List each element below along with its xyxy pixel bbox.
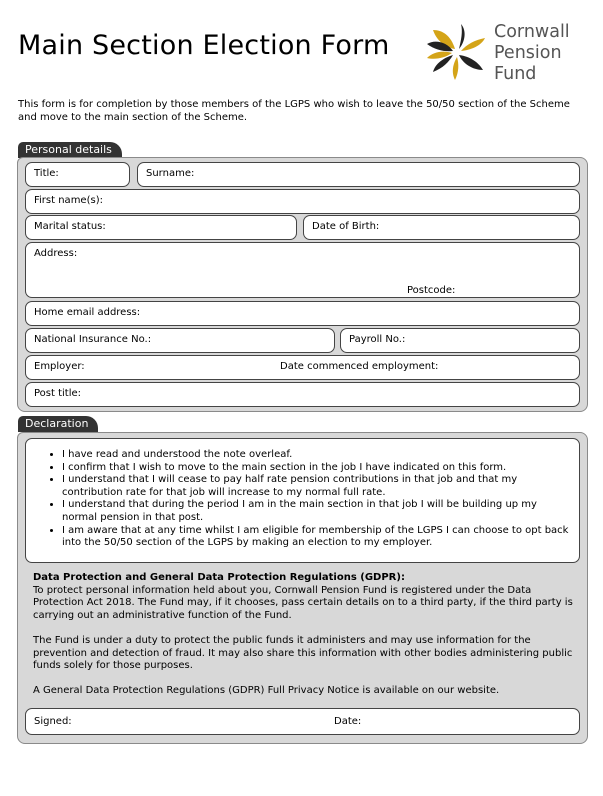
declaration-item: • I understand that I will cease to pay half rate pension contributions in that job and that my contribution rate for that job will increase to my normal full rate. bbox=[62, 474, 571, 499]
date-of-birth-label: Date of Birth: bbox=[312, 221, 380, 232]
first-names-field[interactable] bbox=[25, 189, 580, 214]
declaration-item: • I am aware that at any time whilst I am eligible for membership of the LGPS I can choose to opt back into the 50/50 section of the LGPS by making an election to my employer. bbox=[62, 525, 571, 550]
logo-line-2: Pension bbox=[494, 43, 562, 63]
post-title-label: Post title: bbox=[34, 388, 82, 399]
home-email-label: Home email address: bbox=[34, 307, 141, 318]
postcode-label: Postcode: bbox=[407, 285, 456, 296]
gdpr-notice bbox=[33, 572, 573, 711]
first-names-label: First name(s): bbox=[34, 195, 103, 206]
declaration-item: • I have read and understood the note overleaf. bbox=[62, 449, 571, 462]
intro-text: This form is for completion by those members of the LGPS who wish to leave the 50/50 section of the Scheme and move to the main section of the Scheme. bbox=[18, 99, 570, 123]
declaration-statements bbox=[25, 438, 580, 563]
marital-status-label: Marital status: bbox=[34, 221, 106, 232]
date-of-birth-field[interactable] bbox=[303, 215, 580, 240]
personal-details-tab: Personal details bbox=[18, 142, 122, 158]
address-label: Address: bbox=[34, 248, 78, 259]
gdpr-heading: Data Protection and General Data Protection Regulations (GDPR): bbox=[33, 572, 405, 583]
surname-label: Surname: bbox=[146, 168, 195, 179]
surname-field[interactable] bbox=[137, 162, 580, 187]
logo-line-1: Cornwall bbox=[494, 22, 570, 42]
employer-field[interactable] bbox=[25, 355, 580, 380]
gdpr-paragraph-2: The Fund is under a duty to protect the public funds it administers and may use information for the prevention and detection of fraud. It may also share this information with other bodies administering public funds solely for those purposes. bbox=[33, 634, 573, 672]
declaration-item: • I confirm that I wish to move to the main section in the job I have indicated on this form. bbox=[62, 462, 571, 475]
payroll-number-label: Payroll No.: bbox=[349, 334, 406, 345]
logo-line-3: Fund bbox=[494, 64, 537, 84]
gdpr-paragraph-1: To protect personal information held about you, Cornwall Pension Fund is registered under the Data Protection Act 2018. The Fund may, if it chooses, pass certain details on to a third party, if the third party is carrying out an administrative function of the Fund. bbox=[33, 584, 573, 621]
cornwall-pension-fund-logo bbox=[425, 22, 595, 86]
page-title: Main Section Election Form bbox=[18, 30, 390, 61]
post-title-field[interactable] bbox=[25, 382, 580, 407]
title-label: Title: bbox=[34, 168, 59, 179]
national-insurance-label: National Insurance No.: bbox=[34, 334, 152, 345]
declaration-list bbox=[26, 439, 579, 550]
declaration-item: • I understand that during the period I am in the main section in that job I will be building up my normal pension in that post. bbox=[62, 499, 571, 524]
home-email-field[interactable] bbox=[25, 301, 580, 326]
date-label: Date: bbox=[334, 716, 362, 727]
employer-label: Employer: bbox=[34, 361, 85, 372]
marital-status-field[interactable] bbox=[25, 215, 297, 240]
declaration-tab: Declaration bbox=[18, 416, 98, 432]
date-commenced-label: Date commenced employment: bbox=[280, 361, 439, 372]
payroll-number-field[interactable] bbox=[340, 328, 580, 353]
national-insurance-field[interactable] bbox=[25, 328, 335, 353]
logo-text bbox=[494, 22, 570, 85]
logo-mark-icon bbox=[425, 22, 487, 82]
signed-label: Signed: bbox=[34, 716, 72, 727]
title-field[interactable] bbox=[25, 162, 130, 187]
signature-field[interactable] bbox=[25, 708, 580, 735]
gdpr-paragraph-3: A General Data Protection Regulations (GDPR) Full Privacy Notice is available on our website. bbox=[33, 685, 500, 697]
address-field[interactable] bbox=[25, 242, 580, 298]
